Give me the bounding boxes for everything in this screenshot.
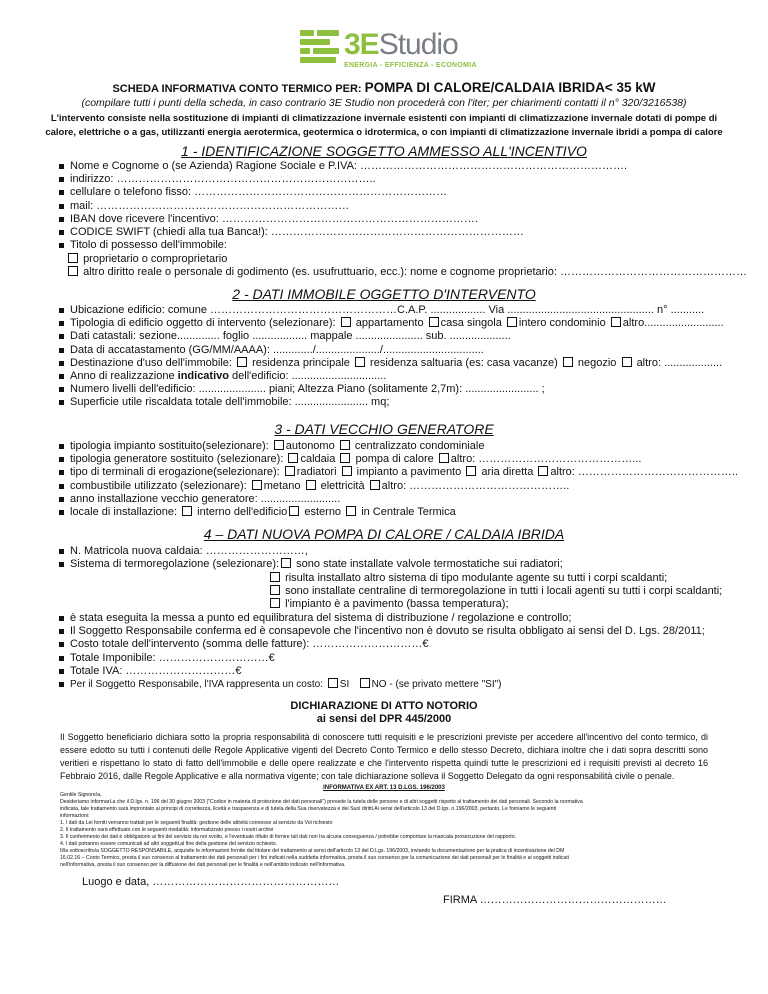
section4-title: 4 – DATI NUOVA POMPA DI CALORE / CALDAIA IBRIDA [203,526,565,542]
logo [300,28,477,80]
section1-list [58,160,627,252]
section2-list [58,304,724,410]
declaration-title: DICHIARAZIONE DI ATTO NOTORIO ai sensi del DPR 445/2000 [290,700,478,725]
list-item[interactable]: tipo di terminali di erogazione(selezionare): radiatori impianto a pavimento aria diretta altro: …………………………………….. [58,466,738,479]
list-item[interactable]: Destinazione d'uso dell'immobile: residenza principale residenza saltuaria (es: casa vacanze) negozio altro: ................... [58,357,724,370]
logo-tagline: ENERGIA - EFFICIENZA - ECONOMIA [344,62,477,69]
privacy-text: Gentile Signore/a, Desideriamo informarLa che il D.lgs. n. 196 del 30 giugno 2003 ("Codice in materia di protezione dei dati personali") prevede la tutela delle persone e di altri soggetti rispetto al trattamento dei dati personali. Secondo la normativa indicata, tale trattamento sarà improntato ai principi di correttezza, liceità e trasparenza e di tutela della Sua riservatezza e dei Suoi diritti.Ai sensi dell'articolo 13 del D.lgs. n.196/2003, pertanto, Le forniamo le seguenti informazioni: 1. I dati da Lei forniti verranno trattati per le seguenti finalità: gestione delle attività connesse al servizio da Voi richiesto 2. Il trattamento sarà effettuato con le seguenti modalità: informatizzato presso i nostri archivi 3. Il conferimento dei dati è obbligatorio ai fini del servizio da noi svolto, e l'eventuale rifiuto di fornire tali dati non ha alcuna conseguenza / potrebbe comportare la mancata prosecuzione del rapporto. 4. I dati potranno essere comunicati ad altri soggetti,al fine della gestione del servizio richiesto. Il/la sottoscritto/a SOGGETTO RESPONSABILE, acquisite le informazioni fornite dal titolare del trattamento ai sensi dell'articolo 13 del D.Lgs. 196/2003, inviando la documentazione per la pratica di incentivazione del DM 16.02.16 – Conto Termico, presta il suo consenso al trattamento dei dati personali per i fini indicati nella suddetta informativa, presta il suo consenso per la comunicazione dei dati personali per le finalità e ai soggetti indicati nell'informativa, presta il suo consenso per la diffusione dei dati personali per le finalità e nell'ambito indicato nell'informativa. [60,792,583,868]
list-item[interactable]: Ubicazione edificio: comune ……………………………………………C.A.P. .................. Via ................................................ n° ........... [58,304,724,317]
declaration-body: Il Soggetto beneficiario dichiara sotto la propria responsabilità di conoscere tutti requisiti e le prescrizioni previste per accedere all'incentivo del conto termico, di essere edotto su tutti i contenuti delle Regole Applicative vigenti del Decreto Conto Termico e dello stesso Decreto, dichiara inoltre che i dati sopra descritti sono veritieri e rispettano lo stato di fatto dell'immobile e delle opere realizzate e che l'intervento rispetta quindi tutte le prescrizioni ed i requisiti previsti al decreto 16 Febbraio 2016, dalle Regole Applicative e alla normativa vigente; con tale dichiarazione solleva il Soggetto Delegato da ogni responsabilità civile o penale. [60,732,708,781]
list-item: Il Soggetto Responsabile conferma ed è consapevole che l'incentivo non è dovuto se risulta obbligato ai sensi del D. Lgs. 28/2011; [58,625,705,638]
list-item[interactable]: Dati catastali: sezione.............. foglio .................. mappale ...................... sub. .................... [58,330,724,343]
thermoregulation-option[interactable]: risulta installato altro sistema di tipo modulante agente su tutti i corpi scaldanti; [268,572,667,585]
thermoregulation-option[interactable]: sono installate centraline di termoregolazione in tutti i locali agenti su tutti i corpi scaldanti; [268,585,722,598]
list-item[interactable]: Data di accatastamento (GG/MM/AAAA): ............./...................../................................. [58,344,724,357]
list-item: Titolo di possesso dell'immobile: [58,239,627,252]
list-item[interactable]: Anno di realizzazione indicativo dell'edificio: ............................... [58,370,724,383]
list-item[interactable]: anno installazione vecchio generatore: .......................... [58,493,738,506]
privacy-title: INFORMATIVA EX ART. 13 D.LGS. 196/2003 [323,785,445,791]
intro-text: L'intervento consiste nella sostituzione di impianti di climatizzazione invernale esistenti con impianti di climatizzazione invernale dotati di pompe di calore, elettriche o a gas, utilizzanti energia aerotermica, geotermica o idrotermica, o con impianti di climatizzazione invernale ibridi a pompa di calore [45,113,723,138]
checkbox[interactable] [68,253,78,263]
logo-brand: 3EStudio [344,28,458,61]
page-title: SCHEDA INFORMATIVA CONTO TERMICO PER: POMPA DI CALORE/CALDAIA IBRIDA< 35 kW [112,80,656,95]
section2-title: 2 - DATI IMMOBILE OGGETTO D'INTERVENTO [232,286,536,302]
section3-list [58,440,738,519]
page-subtitle: (compilare tutti i punti della scheda, in caso contrario 3E Studio non procederà con l'iter; per chiarimenti contatti il n° 320/3216538) [81,97,687,109]
list-item[interactable]: Totale IVA: …………………………€ [58,665,705,678]
section4-list-continued [58,612,705,691]
list-item: è stata eseguita la messa a punto ed equilibratura del sistema di distribuzione / regolazione e controllo; [58,612,705,625]
list-item[interactable]: CODICE SWIFT (chiedi alla tua Banca!): …………………………………………………………… [58,226,627,239]
list-item[interactable]: Per il Soggetto Responsabile, l'IVA rappresenta un costo: SI NO - (se privato mettere "SI") [58,678,705,691]
list-item[interactable]: Numero livelli dell'edificio: ...................... piani; Altezza Piano (solitamente 2,7m): ........................ ; [58,383,724,396]
list-item[interactable]: Totale Imponibile: …………………………€ [58,652,705,665]
signature-field[interactable]: FIRMA …………………………………………… [443,894,667,906]
list-item[interactable]: Tipologia di edificio oggetto di intervento (selezionare): appartamento casa singola intero condominio altro.......................... [58,317,724,330]
list-item[interactable]: mail: …………………………………………………………… [58,200,627,213]
checkbox[interactable] [68,266,78,276]
ownership-option-other[interactable]: altro diritto reale o personale di godimento (es. usufruttuario, ecc.): nome e cognome proprietario: …………………………………………… [66,266,747,279]
list-item[interactable]: Nome e Cognome o (se Azienda) Ragione Sociale e P.IVA: ………………………………………………………………. [58,160,627,173]
list-item[interactable]: Costo totale dell'intervento (somma delle fatture): …………………………€ [58,638,705,651]
section4-list [58,545,563,571]
list-item[interactable]: IBAN dove ricevere l'incentivo: ……………………………………………………………. [58,213,627,226]
list-item[interactable]: cellulare o telefono fisso: …………………………………………………………… [58,186,627,199]
section1-title: 1 - IDENTIFICAZIONE SOGGETTO AMMESSO ALL'INCENTIVO [181,143,587,159]
list-item[interactable]: Sistema di termoregolazione (selezionare): sono state installate valvole termostatiche sui radiatori; [58,558,563,571]
logo-mark-icon [300,30,340,62]
thermoregulation-option[interactable]: l'impianto è a pavimento (bassa temperatura); [268,598,509,611]
list-item[interactable]: tipologia generatore sostituito (selezionare): caldaia pompa di calore altro: ……………………………………... [58,453,738,466]
list-item[interactable]: locale di installazione: interno dell'edificio esterno in Centrale Termica [58,506,738,519]
place-date-field[interactable]: Luogo e data, …………………………………………… [82,876,340,888]
section3-title: 3 - DATI VECCHIO GENERATORE [274,421,494,437]
list-item[interactable]: tipologia impianto sostituito(selezionare): autonomo centralizzato condominiale [58,440,738,453]
list-item[interactable]: indirizzo: …………………………………………………………….. [58,173,627,186]
ownership-option-owner[interactable]: proprietario o comproprietario [66,253,227,266]
list-item[interactable]: N. Matricola nuova caldaia: ………………………, [58,545,563,558]
list-item[interactable]: combustibile utilizzato (selezionare): metano elettricità altro: …………………………………….. [58,480,738,493]
list-item[interactable]: Superficie utile riscaldata totale dell'immobile: ........................ mq; [58,396,724,409]
